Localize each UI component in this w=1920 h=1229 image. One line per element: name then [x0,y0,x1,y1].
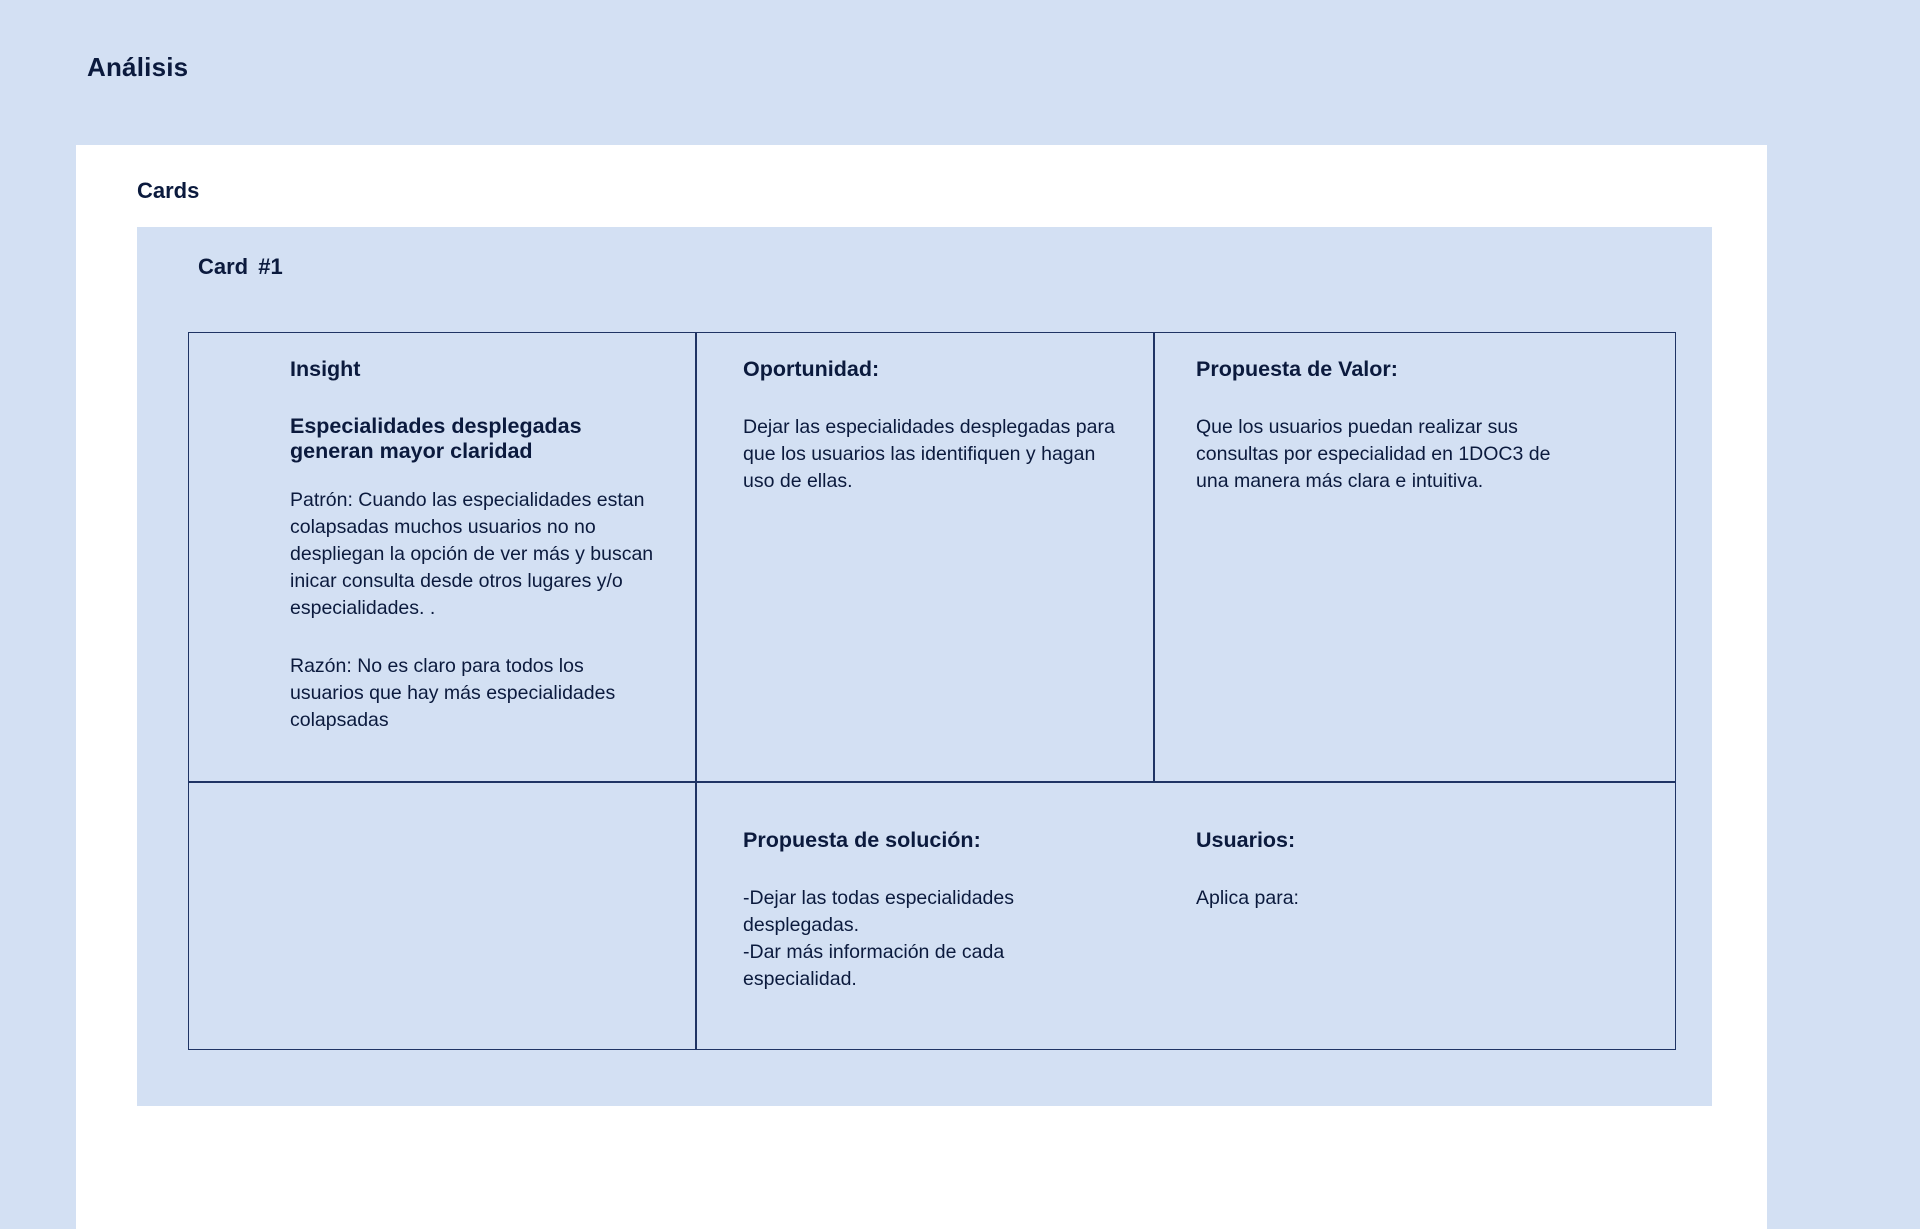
insight-heading: Insight [290,357,361,381]
users-body: Aplica para: [1196,887,1299,909]
card-title: Card #1 [198,254,283,279]
opportunity-body: Dejar las especialidades desplegadas para que los usuarios las identifiquen y hagan uso de ellas. [743,416,1115,492]
page-title: Análisis [87,52,189,82]
cards-section-label: Cards [137,178,200,203]
insight-pattern: Patrón: Cuando las especialidades estan colapsadas muchos usuarios no no despliegan la opción de ver más y buscan inicar consulta desde otros lugares y/o especialidades. . [290,489,654,619]
grid-divider-vertical-2 [1153,333,1155,782]
solution-heading: Propuesta de solución: [743,828,981,852]
insight-reason: Razón: No es claro para todos los usuarios que hay más especialidades colapsadas [290,655,616,731]
grid-divider-vertical-1 [695,333,697,1049]
card-grid [188,332,1676,1050]
opportunity-heading: Oportunidad: [743,357,880,381]
users-heading: Usuarios: [1196,828,1296,852]
grid-divider-horizontal [189,781,1675,783]
insight-subheading: Especialidades desplegadas generan mayor claridad [290,414,582,463]
value-proposition-body: Que los usuarios puedan realizar sus consultas por especialidad en 1DOC3 de una manera más clara e intuitiva. [1196,416,1551,492]
value-proposition-heading: Propuesta de Valor: [1196,357,1398,381]
solution-item-2: -Dar más información de cada especialidad. [743,941,1005,990]
solution-item-1: -Dejar las todas especialidades desplegadas. [743,887,1014,936]
